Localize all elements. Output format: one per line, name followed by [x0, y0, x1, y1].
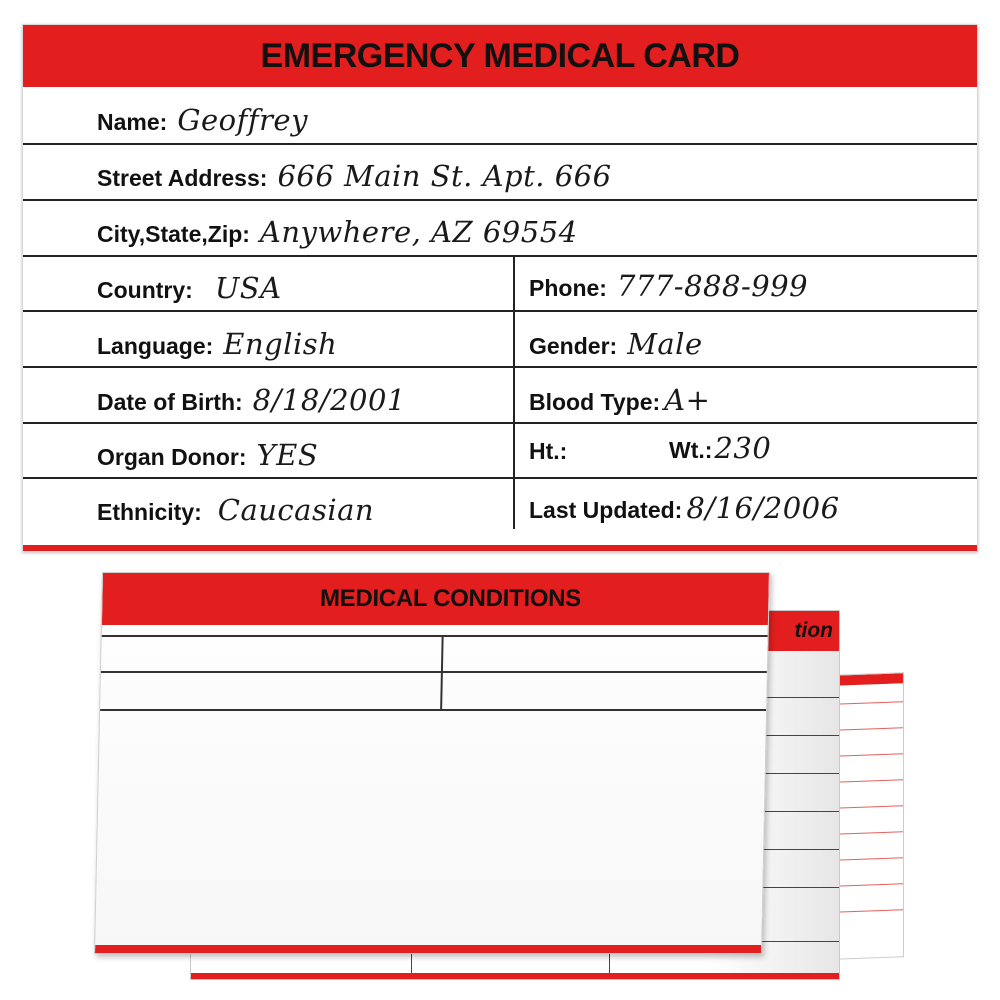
country-label: Country: — [97, 277, 193, 303]
last-updated-field — [529, 491, 840, 525]
organ-donor-label: Organ Donor: — [97, 444, 247, 470]
conditions-rule — [100, 709, 766, 711]
ethnicity-field — [97, 493, 374, 527]
row-divider — [23, 143, 977, 145]
last-updated-value: 8/16/2006 — [686, 491, 840, 525]
city-state-zip-label: City,State,Zip: — [97, 221, 250, 247]
date-of-birth-value: 8/18/2001 — [252, 383, 406, 417]
name-label: Name: — [97, 109, 168, 135]
row-divider — [23, 366, 977, 368]
phone-value: 777-888-999 — [616, 269, 809, 303]
blood-type-field — [529, 383, 710, 417]
street-address-field — [97, 159, 612, 193]
conditions-footer-bar — [95, 945, 761, 953]
language-value: English — [223, 327, 338, 361]
city-state-zip-value: Anywhere, AZ 69554 — [259, 215, 578, 249]
row-divider — [23, 255, 977, 257]
second-card-footer-bar — [191, 973, 839, 979]
card-footer-bar — [23, 545, 977, 551]
second-card-title: tion — [794, 619, 833, 642]
height-label: Ht.: — [529, 438, 568, 464]
medical-conditions-header — [102, 573, 769, 625]
gender-label: Gender: — [529, 333, 618, 359]
date-of-birth-label: Date of Birth: — [97, 389, 243, 415]
phone-field — [529, 269, 808, 303]
country-value: USA — [214, 271, 282, 305]
conditions-rule — [101, 671, 767, 673]
emergency-medical-card — [22, 24, 978, 552]
language-label: Language: — [97, 333, 214, 359]
gender-field — [529, 327, 703, 361]
weight-label: Wt.: — [669, 437, 713, 463]
conditions-divider — [440, 635, 444, 711]
medical-conditions-title: MEDICAL CONDITIONS — [319, 585, 582, 612]
row-divider — [23, 422, 977, 424]
phone-label: Phone: — [529, 275, 607, 301]
gender-value: Male — [627, 327, 703, 361]
street-address-label: Street Address: — [97, 165, 268, 191]
conditions-rule — [102, 635, 768, 637]
column-divider — [513, 255, 515, 529]
height-field — [529, 438, 577, 465]
city-state-zip-field — [97, 215, 578, 249]
ethnicity-value: Caucasian — [217, 493, 375, 527]
medical-conditions-card — [94, 572, 770, 954]
country-field — [97, 271, 282, 305]
last-updated-label: Last Updated: — [529, 497, 683, 523]
row-divider — [23, 199, 977, 201]
name-field — [97, 103, 308, 137]
date-of-birth-field — [97, 383, 406, 417]
row-divider — [23, 477, 977, 479]
blood-type-value: A+ — [664, 383, 711, 417]
language-field — [97, 327, 337, 361]
ethnicity-label: Ethnicity: — [97, 499, 202, 525]
card-header — [23, 25, 977, 87]
row-divider — [23, 310, 977, 312]
card-title: EMERGENCY MEDICAL CARD — [260, 36, 740, 75]
weight-value: 230 — [714, 431, 772, 465]
blood-type-label: Blood Type: — [529, 389, 661, 415]
organ-donor-field — [97, 438, 318, 472]
name-value: Geoffrey — [177, 103, 308, 137]
street-address-value: 666 Main St. Apt. 666 — [277, 159, 612, 193]
weight-field — [669, 431, 771, 465]
organ-donor-value: YES — [256, 438, 319, 472]
